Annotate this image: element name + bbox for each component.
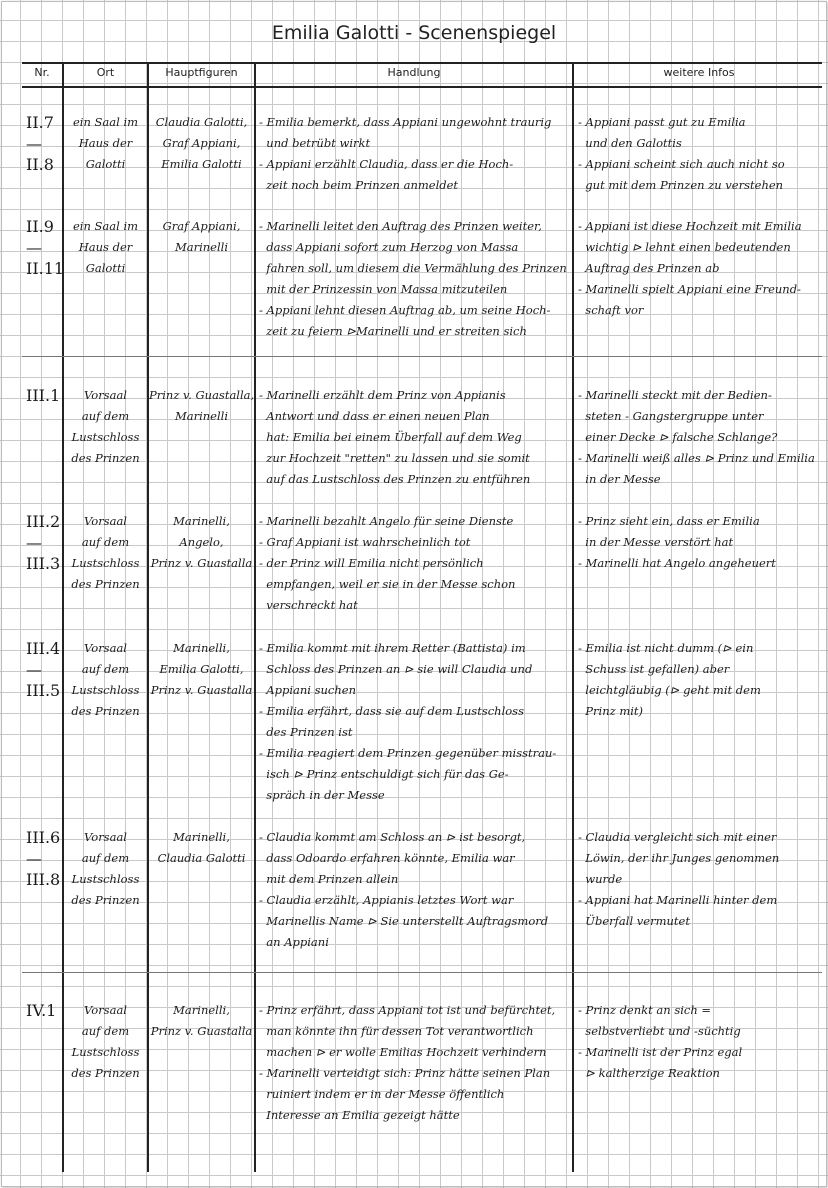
row-hauptfiguren: Marinelli, Emilia Galotti, Prinz v. Guastalla xyxy=(150,641,253,697)
row-ort: Vorsaal auf dem Lustschloss des Prinzen xyxy=(71,514,140,591)
row-ort: ein Saal im Haus der Galotti xyxy=(72,219,139,275)
row-hauptfiguren: Marinelli, Prinz v. Guastalla xyxy=(150,1003,253,1038)
row-ort: ein Saal im Haus der Galotti xyxy=(72,115,139,171)
row-handlung: - Emilia kommt mit ihrem Retter (Battista) im Schloss des Prinzen an ⊳ sie will Claudia und Appiani suchen - Emilia erfährt, dass sie auf dem Lustschloss des Prinzen ist - Emilia reagiert dem Prinzen gegenüber misstrau- isch ⊳ Prinz entschuldigt sich für das Ge- spräch in der Messe xyxy=(259,641,557,802)
row-ort: Vorsaal auf dem Lustschloss des Prinzen xyxy=(71,641,140,718)
row-nr: III.2 — III.3 xyxy=(26,512,61,573)
row-nr: III.1 xyxy=(26,386,61,405)
table-top-line xyxy=(22,62,822,64)
row-hauptfiguren: Marinelli, Claudia Galotti xyxy=(157,830,246,865)
row-handlung: - Claudia kommt am Schloss an ⊳ ist besorgt, dass Odoardo erfahren könnte, Emilia war mit dem Prinzen allein - Claudia erzählt, Appianis letztes Wort war Marinellis Name ⊳ Sie unterstellt Auftragsmord an Appiani xyxy=(259,830,549,949)
row-weitere-infos: - Appiani ist diese Hochzeit mit Emilia wichtig ⊳ lehnt einen bedeutenden Auftrag des Prinzen ab - Marinelli spielt Appiani eine Freund- schaft vor xyxy=(578,219,802,317)
header-nr: Nr. xyxy=(34,66,50,79)
row-ort: Vorsaal auf dem Lustschloss des Prinzen xyxy=(71,830,140,907)
row-handlung: - Marinelli bezahlt Angelo für seine Dienste - Graf Appiani ist wahrscheinlich tot - der Prinz will Emilia nicht persönlich empfangen, weil er sie in der Messe schon verschreckt hat xyxy=(259,514,516,612)
row-hauptfiguren: Marinelli, Angelo, Prinz v. Guastalla xyxy=(150,514,253,570)
row-nr: II.9 — II.11 xyxy=(26,217,65,278)
row-ort: Vorsaal auf dem Lustschloss des Prinzen xyxy=(71,1003,140,1080)
row-handlung: - Marinelli leitet den Auftrag des Prinzen weiter, dass Appiani sofort zum Herzog von Massa fahren soll, um diesem die Vermählung des Prinzen mit der Prinzessin von Massa mitzuteilen - Appiani lehnt diesen Auftrag ab, um seine Hoch- zeit zu feiern ⊳Marinelli und er streiten sich xyxy=(259,219,567,338)
column-divider xyxy=(254,62,256,1172)
row-ort: Vorsaal auf dem Lustschloss des Prinzen xyxy=(71,388,140,465)
row-weitere-infos: - Marinelli steckt mit der Bedien- steten - Gangstergruppe unter einer Decke ⊳ falsche Schlange? - Marinelli weiß alles ⊳ Prinz und Emilia in der Messe xyxy=(578,388,815,486)
row-weitere-infos: - Emilia ist nicht dumm (⊳ ein Schuss ist gefallen) aber leichtgläubig (⊳ geht mit dem Prinz mit) xyxy=(578,641,761,718)
row-nr: III.4 — III.5 xyxy=(26,639,61,700)
row-hauptfiguren: Graf Appiani, Marinelli xyxy=(162,219,241,254)
header-hauptfiguren: Hauptfiguren xyxy=(165,66,238,79)
section-divider xyxy=(22,972,822,973)
header-weitere-infos: weitere Infos xyxy=(663,66,735,79)
row-nr: III.6 — III.8 xyxy=(26,828,61,889)
header-handlung: Handlung xyxy=(387,66,441,79)
row-handlung: - Marinelli erzählt dem Prinz von Appianis Antwort und dass er einen neuen Plan hat: Emilia bei einem Überfall auf dem Weg zur Hochzeit "retten" zu lassen und sie somit auf das Lustschloss des Prinzen zu entführen xyxy=(259,388,531,486)
row-handlung: - Emilia bemerkt, dass Appiani ungewohnt traurig und betrübt wirkt - Appiani erzählt Claudia, dass er die Hoch- zeit noch beim Prinzen anmeldet xyxy=(259,115,552,192)
row-weitere-infos: - Prinz sieht ein, dass er Emilia in der Messe verstört hat - Marinelli hat Angelo angeheuert xyxy=(578,514,776,570)
row-weitere-infos: - Prinz denkt an sich = selbstverliebt und -süchtig - Marinelli ist der Prinz egal ⊳ kaltherzige Reaktion xyxy=(578,1003,743,1080)
row-handlung: - Prinz erfährt, dass Appiani tot ist und befürchtet, man könnte ihn für dessen Tot verantwortlich machen ⊳ er wolle Emilias Hochzeit verhindern - Marinelli verteidigt sich: Prinz hätte seinen Plan ruiniert indem er in der Messe öffentlich Interesse an Emilia gezeigt hätte xyxy=(259,1003,556,1122)
row-nr: IV.1 xyxy=(26,1001,57,1020)
header-ort: Ort xyxy=(96,66,115,79)
row-hauptfiguren: Prinz v. Guastalla, Marinelli xyxy=(149,388,255,423)
page-title: Emilia Galotti - Scenenspiegel xyxy=(271,22,557,44)
row-weitere-infos: - Appiani passt gut zu Emilia und den Galottis - Appiani scheint sich auch nicht so gut mit dem Prinzen zu verstehen xyxy=(578,115,785,192)
column-divider xyxy=(572,62,574,1172)
row-nr: II.7 — II.8 xyxy=(26,113,54,174)
section-divider xyxy=(22,356,822,357)
header-underline xyxy=(22,86,822,88)
row-weitere-infos: - Claudia vergleicht sich mit einer Löwin, der ihr Junges genommen wurde - Appiani hat Marinelli hinter dem Überfall vermutet xyxy=(578,830,780,928)
row-hauptfiguren: Claudia Galotti, Graf Appiani, Emilia Galotti xyxy=(155,115,248,171)
